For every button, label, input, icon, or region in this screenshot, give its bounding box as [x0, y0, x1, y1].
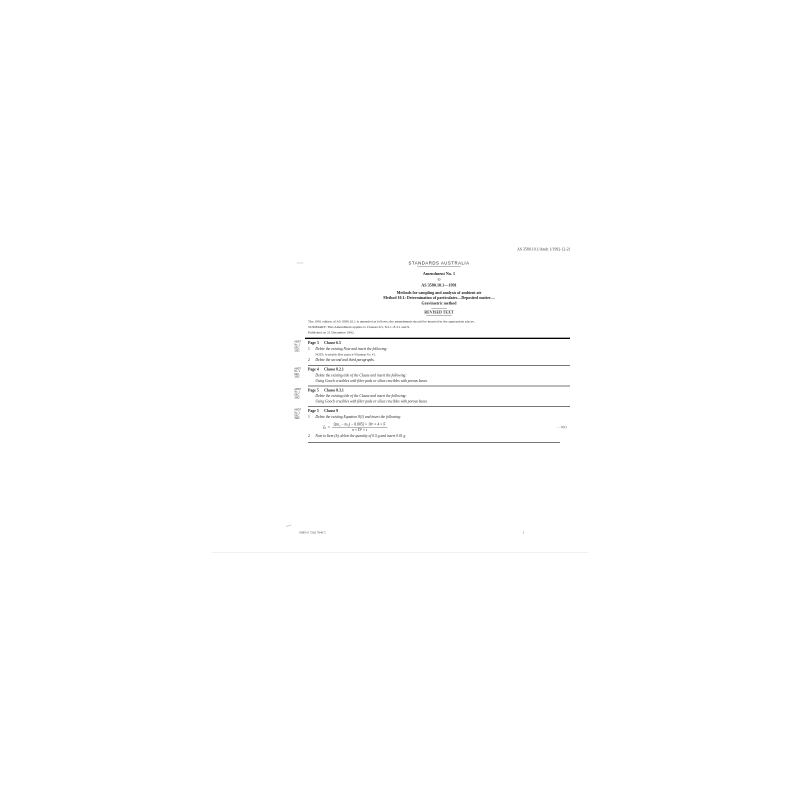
equation-fraction [332, 422, 387, 432]
margin-amendment-note [294, 388, 307, 399]
amendment-title: Amendment No. 1 [422, 271, 456, 276]
equation-variable: f [323, 424, 325, 429]
section-heading [308, 388, 570, 392]
margin-note-line: 1992 [294, 349, 300, 352]
equation-denominator: π × D² × t [352, 428, 368, 433]
item-number: 2 [307, 434, 310, 439]
section-clause-ref: Clause 8.2.1 [324, 367, 344, 372]
margin-note-line: AMDT [294, 341, 301, 344]
equation-equals: = [327, 425, 330, 430]
item-number: 1 [307, 414, 310, 419]
scanned-document-page [212, 12, 588, 553]
page-scale-wrapper [212, 12, 588, 552]
footer-isbn: ISBN 0 7262 7640 5 [299, 531, 326, 535]
amendment-section [294, 386, 570, 406]
standard-title-line3: Gravimetric method [421, 300, 457, 306]
equation-number: . . . 9(1) [556, 425, 567, 430]
standard-reference: AS 3580.10.1—1991 [421, 282, 457, 288]
title-block [308, 261, 570, 316]
scan-artifact [286, 525, 291, 528]
section-heading [308, 368, 570, 372]
item-instruction: Delete the existing title of the Clause and insert the following: [315, 393, 407, 398]
scan-artifact [297, 263, 304, 264]
equation-lhs [323, 425, 325, 430]
page-content [294, 260, 570, 443]
margin-note-line: DEC. [294, 414, 300, 417]
margin-note-line: No. 1 [294, 391, 300, 394]
amendment-section [294, 407, 570, 441]
inserted-clause-title: Using Gooch crucibles with filter pads or silica crucibles with porous bases. [315, 399, 428, 404]
inserted-clause-title: Using Gooch crucibles with filter pads or silica crucibles with porous bases. [315, 378, 428, 383]
amendment-to: to [437, 277, 441, 282]
amendment-item [308, 347, 570, 352]
published-text: Published on 21 December 1992. [307, 330, 355, 335]
intro-text: The 1991 edition of AS 3580.10.1 is amended as follows; the amendments should be inserted in the appropriate places. [307, 320, 475, 324]
margin-note-line: 1992 [294, 396, 300, 400]
section-heading [308, 409, 570, 413]
section-clause-ref: Clause 9 [324, 408, 339, 413]
margin-amendment-note [294, 368, 307, 379]
closing-divider-rule [308, 442, 560, 443]
intro-block [308, 319, 570, 335]
amendment-section [294, 339, 570, 365]
organization-name: STANDARDS AUSTRALIA [408, 260, 470, 266]
equation-subscript: d [324, 426, 326, 430]
section-heading [308, 341, 570, 345]
margin-note-line: DEC. [294, 393, 300, 397]
inserted-note: NOTE: A suitable filter paper is Whatman No. 41. [315, 352, 376, 356]
margin-note-line: DEC. [294, 373, 300, 376]
section-page-ref: Page 5 [307, 388, 319, 393]
standard-title-line1: Methods for sampling and analysis of ambient air [396, 290, 482, 295]
item-instruction: Delete the existing Equation 9(1) and insert the following: [315, 414, 402, 419]
margin-note-line: AMDT [294, 367, 301, 370]
footer-page-number: 1 [522, 530, 525, 535]
item-number: 1 [307, 347, 310, 352]
margin-note-line: 1992 [294, 417, 300, 420]
margin-note-line: AMDT [294, 388, 301, 391]
margin-note-line: DEC. [294, 346, 300, 350]
margin-note-line: AMDT [294, 408, 301, 412]
item-instruction: Delete the second and third paragraphs. [315, 357, 375, 362]
summary-text: SUMMARY: This Amendment applies to Clauses 6.5, 8.2.1, 8.3.1 and 9. [307, 325, 410, 329]
item-number: 2 [307, 357, 310, 362]
section-clause-ref: Clause 6.5 [324, 341, 341, 346]
section-page-ref: Page 3 [307, 341, 319, 346]
equation [323, 422, 570, 432]
section-page-ref: Page 5 [307, 408, 319, 413]
item-instruction: Delete the existing Note and insert the following: [315, 347, 388, 352]
margin-amendment-note [294, 409, 307, 420]
margin-amendment-note [294, 341, 307, 352]
equation-numerator: [(m₂ − m₁) − 0.005] × 10⁶ × 4 × F [333, 422, 386, 427]
item-instruction: Delete the existing title of the Clause and insert the following: [315, 373, 407, 378]
item-instruction: Note to Item (b), delete the quantity of 0.5 g and insert 0.01 g [315, 434, 406, 439]
amendment-item [308, 434, 570, 439]
amendment-section [294, 366, 570, 386]
margin-note-line: No. 1 [294, 411, 300, 415]
revised-text-label: REVISED TEXT [424, 310, 454, 315]
margin-note-line: No. 1 [294, 343, 300, 347]
amendment-item [308, 415, 570, 420]
amendment-item [308, 358, 570, 363]
section-page-ref: Page 4 [307, 367, 319, 372]
header-reference: AS 3580.10.1/Amdt 1/1992-12-21 [517, 247, 571, 252]
margin-note-line: No. 1 [294, 370, 300, 373]
standard-title-line2: Method 10.1: Determination of particulates—Deposited matter— [383, 295, 495, 301]
margin-note-line: 1992 [294, 376, 300, 379]
section-clause-ref: Clause 8.3.1 [324, 388, 344, 393]
